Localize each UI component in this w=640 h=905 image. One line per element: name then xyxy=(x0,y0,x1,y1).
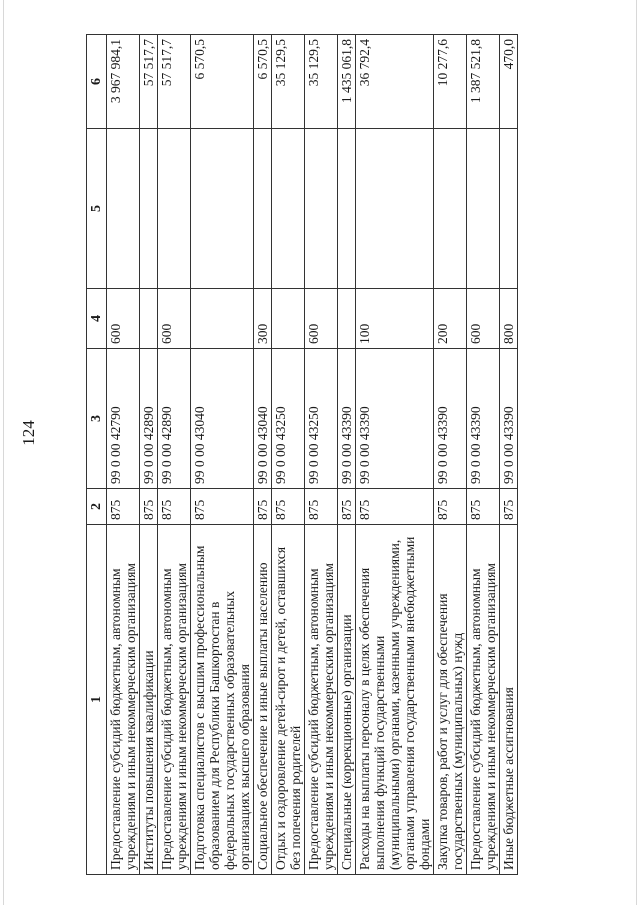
amount-cell: 1 435 061,8 xyxy=(338,35,356,129)
expense-name-cell: Институты повышения квалификации xyxy=(140,525,158,875)
amount-cell: 36 792,4 xyxy=(356,35,434,129)
target-article-cell: 99 0 00 42890 xyxy=(158,349,191,489)
expense-type-cell xyxy=(191,289,254,349)
amount-cell: 470,0 xyxy=(500,35,518,129)
department-code-cell: 875 xyxy=(140,489,158,525)
table-body xyxy=(107,35,518,875)
amount-cell: 57 517,7 xyxy=(158,35,191,129)
expense-name-cell: Специальные (коррекционные) организации xyxy=(338,525,356,875)
expense-name-cell: Социальное обеспечение и иные выплаты населению xyxy=(254,525,272,875)
target-article-cell: 99 0 00 43040 xyxy=(254,349,272,489)
table-row xyxy=(158,35,191,875)
column-header: 5 xyxy=(87,129,107,289)
budget-table xyxy=(86,34,518,875)
table-row xyxy=(500,35,518,875)
expense-name-cell: Отдых и оздоровление детей-сирот и детей, оставшихся без попечения родителей xyxy=(272,525,305,875)
column-5-cell xyxy=(434,129,467,289)
department-code-cell: 875 xyxy=(338,489,356,525)
table-header-row xyxy=(87,35,107,875)
expense-type-cell: 100 xyxy=(356,289,434,349)
amount-cell: 1 387 521,8 xyxy=(467,35,500,129)
expense-name-cell: Предоставление субсидий бюджетным, автономным учреждениям и иным некоммерческим организациям xyxy=(467,525,500,875)
rotated-table-container xyxy=(86,35,626,875)
department-code-cell: 875 xyxy=(305,489,338,525)
target-article-cell: 99 0 00 42790 xyxy=(107,349,140,489)
department-code-cell: 875 xyxy=(434,489,467,525)
department-code-cell: 875 xyxy=(272,489,305,525)
amount-cell: 10 277,6 xyxy=(434,35,467,129)
expense-type-cell: 300 xyxy=(254,289,272,349)
expense-name-cell: Расходы на выплаты персоналу в целях обеспечения выполнения функций государственными (муниципальными) органами, казенными учреждениями, органами управления государственными внебюджетными фондами xyxy=(356,525,434,875)
expense-type-cell: 200 xyxy=(434,289,467,349)
department-code-cell: 875 xyxy=(467,489,500,525)
department-code-cell: 875 xyxy=(500,489,518,525)
expense-type-cell xyxy=(272,289,305,349)
expense-type-cell: 600 xyxy=(305,289,338,349)
department-code-cell: 875 xyxy=(191,489,254,525)
expense-type-cell: 600 xyxy=(158,289,191,349)
expense-type-cell: 800 xyxy=(500,289,518,349)
amount-cell: 35 129,5 xyxy=(305,35,338,129)
target-article-cell: 99 0 00 42890 xyxy=(140,349,158,489)
target-article-cell: 99 0 00 43390 xyxy=(356,349,434,489)
expense-name-cell: Закупка товаров, работ и услуг для обеспечения государственных (муниципальных) нужд xyxy=(434,525,467,875)
column-5-cell xyxy=(500,129,518,289)
column-5-cell xyxy=(338,129,356,289)
amount-cell: 6 570,5 xyxy=(191,35,254,129)
column-5-cell xyxy=(467,129,500,289)
table-row xyxy=(467,35,500,875)
target-article-cell: 99 0 00 43390 xyxy=(500,349,518,489)
expense-type-cell: 600 xyxy=(467,289,500,349)
target-article-cell: 99 0 00 43040 xyxy=(191,349,254,489)
column-5-cell xyxy=(191,129,254,289)
scan-edge-left xyxy=(3,0,4,905)
table-row xyxy=(305,35,338,875)
column-5-cell xyxy=(305,129,338,289)
table-row xyxy=(140,35,158,875)
expense-name-cell: Подготовка специалистов с высшим профессиональным образованием для Республики Башкортостан в федеральных государственных образовательных организациях высшего образования xyxy=(191,525,254,875)
department-code-cell: 875 xyxy=(158,489,191,525)
table-row xyxy=(107,35,140,875)
amount-cell: 3 967 984,1 xyxy=(107,35,140,129)
column-5-cell xyxy=(272,129,305,289)
column-header: 3 xyxy=(87,349,107,489)
amount-cell: 6 570,5 xyxy=(254,35,272,129)
target-article-cell: 99 0 00 43250 xyxy=(272,349,305,489)
expense-name-cell: Предоставление субсидий бюджетным, автономным учреждениям и иным некоммерческим организациям xyxy=(305,525,338,875)
expense-type-cell xyxy=(338,289,356,349)
expense-name-cell: Иные бюджетные ассигнования xyxy=(500,525,518,875)
table-row xyxy=(254,35,272,875)
expense-name-cell: Предоставление субсидий бюджетным, автономным учреждениям и иным некоммерческим организациям xyxy=(107,525,140,875)
scan-edge-right xyxy=(636,0,637,905)
expense-type-cell xyxy=(140,289,158,349)
column-header: 6 xyxy=(87,35,107,129)
table-row xyxy=(191,35,254,875)
amount-cell: 57 517,7 xyxy=(140,35,158,129)
column-5-cell xyxy=(158,129,191,289)
amount-cell: 35 129,5 xyxy=(272,35,305,129)
table-row xyxy=(338,35,356,875)
department-code-cell: 875 xyxy=(356,489,434,525)
page-number: 124 xyxy=(19,420,38,446)
table-row xyxy=(356,35,434,875)
table-row xyxy=(272,35,305,875)
expense-name-cell: Предоставление субсидий бюджетным, автономным учреждениям и иным некоммерческим организациям xyxy=(158,525,191,875)
target-article-cell: 99 0 00 43390 xyxy=(434,349,467,489)
target-article-cell: 99 0 00 43250 xyxy=(305,349,338,489)
column-5-cell xyxy=(356,129,434,289)
column-header: 1 xyxy=(87,525,107,875)
column-5-cell xyxy=(107,129,140,289)
column-5-cell xyxy=(140,129,158,289)
column-header: 2 xyxy=(87,489,107,525)
table-row xyxy=(434,35,467,875)
column-5-cell xyxy=(254,129,272,289)
expense-type-cell: 600 xyxy=(107,289,140,349)
department-code-cell: 875 xyxy=(107,489,140,525)
department-code-cell: 875 xyxy=(254,489,272,525)
column-header: 4 xyxy=(87,289,107,349)
target-article-cell: 99 0 00 43390 xyxy=(467,349,500,489)
target-article-cell: 99 0 00 43390 xyxy=(338,349,356,489)
